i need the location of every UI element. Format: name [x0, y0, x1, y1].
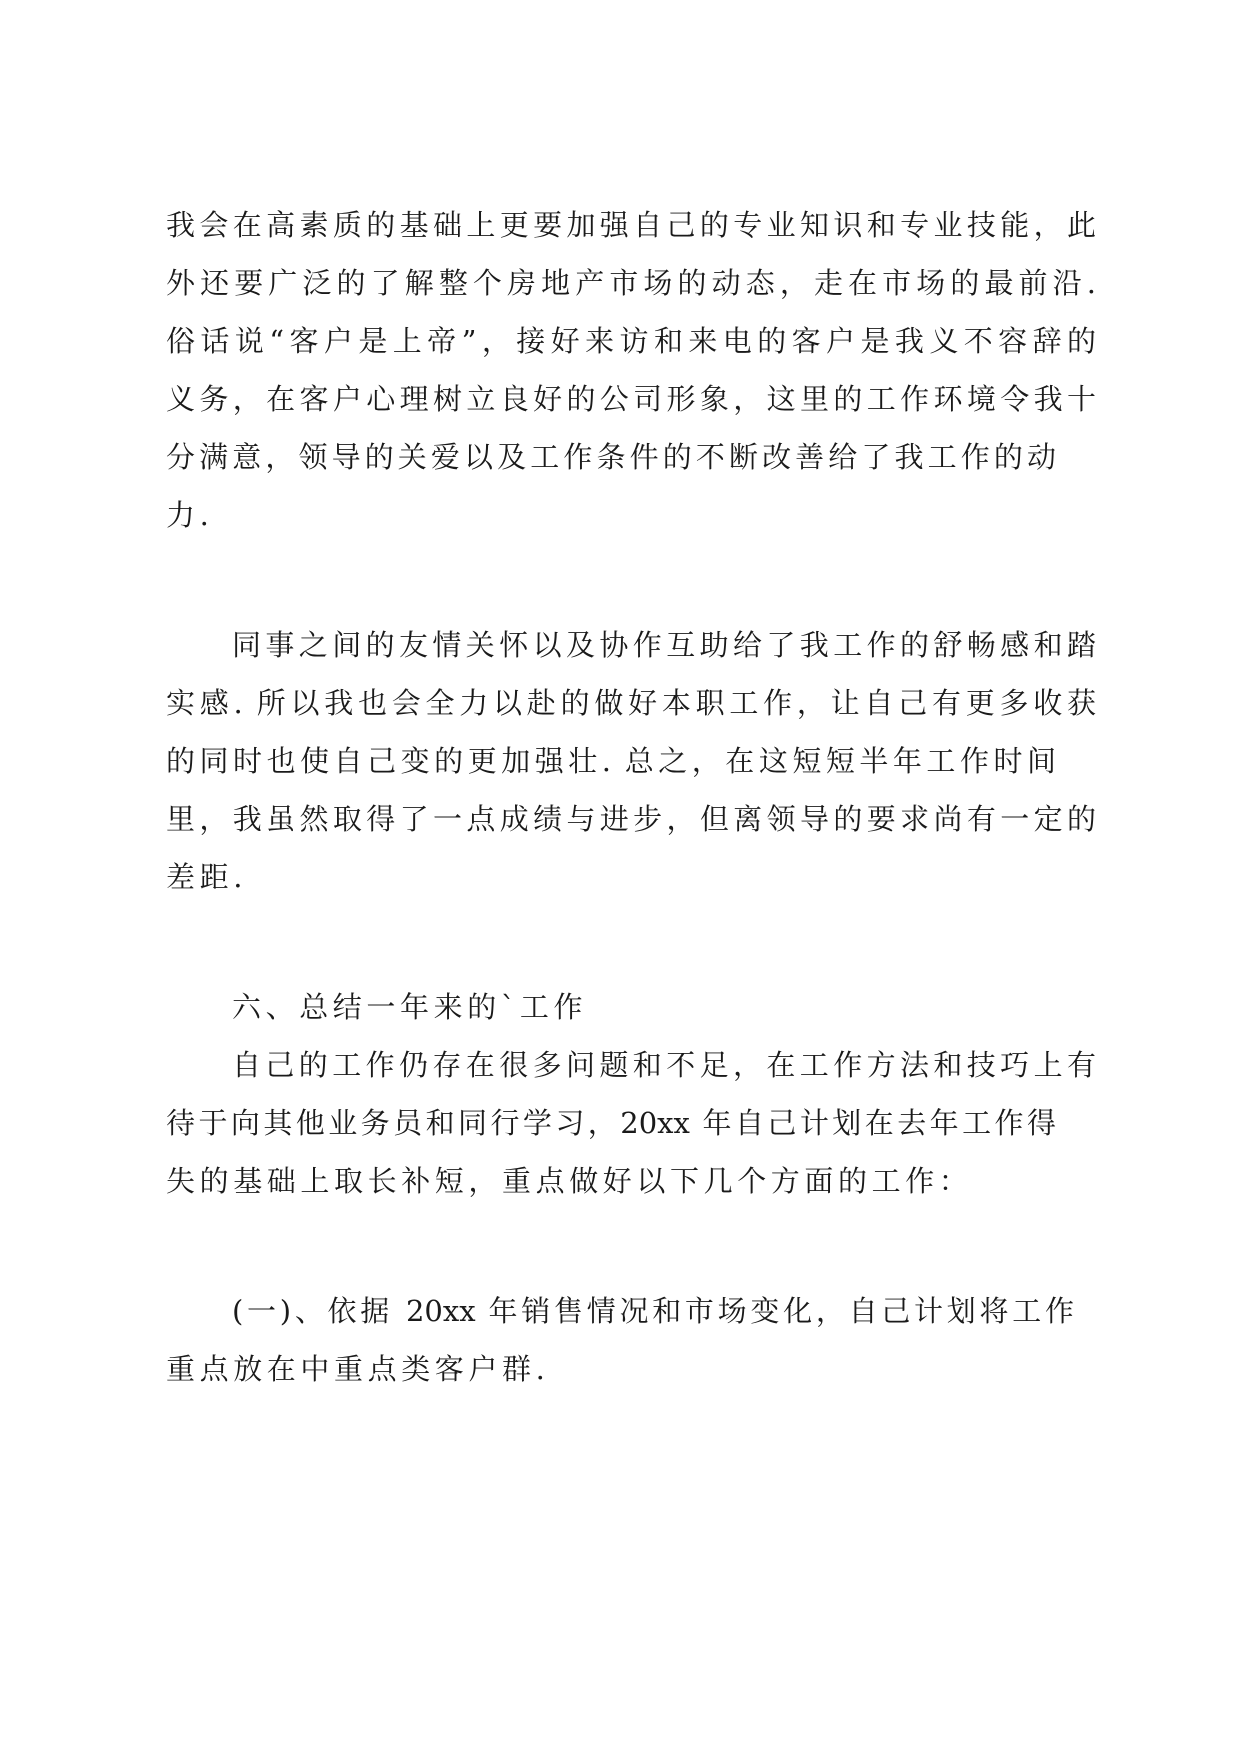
- paragraph-4-line-2: 重点放在中重点类客户群.: [166, 1352, 550, 1386]
- paragraph-1-line-6: 力.: [166, 498, 214, 532]
- paragraph-2-line-3: 的同时也使自己变的更加强壮. 总之，在这短短半年工作时间: [166, 744, 1056, 778]
- paragraph-2-line-1: 同事之间的友情关怀以及协作互助给了我工作的舒畅感和踏: [232, 628, 1096, 662]
- paragraph-2-line-5: 差距.: [166, 860, 248, 894]
- paragraph-3-line-1: 自己的工作仍存在很多问题和不足，在工作方法和技巧上有: [232, 1048, 1096, 1082]
- paragraph-1-line-5: 分满意，领导的关爱以及工作条件的不断改善给了我工作的动: [166, 440, 1056, 474]
- paragraph-2-line-4: 里，我虽然取得了一点成绩与进步，但离领导的要求尚有一定的: [166, 802, 1096, 836]
- paragraph-3-line-3: 失的基础上取长补短，重点做好以下几个方面的工作：: [166, 1164, 973, 1198]
- section-heading: 六、总结一年来的`工作: [232, 990, 588, 1024]
- paragraph-2-line-2: 实感. 所以我也会全力以赴的做好本职工作，让自己有更多收获: [166, 686, 1096, 720]
- paragraph-1-line-1: 我会在高素质的基础上更要加强自己的专业知识和专业技能，此: [166, 208, 1096, 242]
- paragraph-1-line-2: 外还要广泛的了解整个房地产市场的动态，走在市场的最前沿.: [166, 266, 1096, 300]
- paragraph-4-line-1: (一)、依据 20xx 年销售情况和市场变化，自己计划将工作: [232, 1294, 1074, 1328]
- paragraph-1-line-4: 义务，在客户心理树立良好的公司形象，这里的工作环境令我十: [166, 382, 1096, 416]
- paragraph-1-line-3: 俗话说“客户是上帝”，接好来访和来电的客户是我义不容辞的: [166, 324, 1096, 358]
- paragraph-3-line-2: 待于向其他业务员和同行学习，20xx 年自己计划在去年工作得: [166, 1106, 1056, 1140]
